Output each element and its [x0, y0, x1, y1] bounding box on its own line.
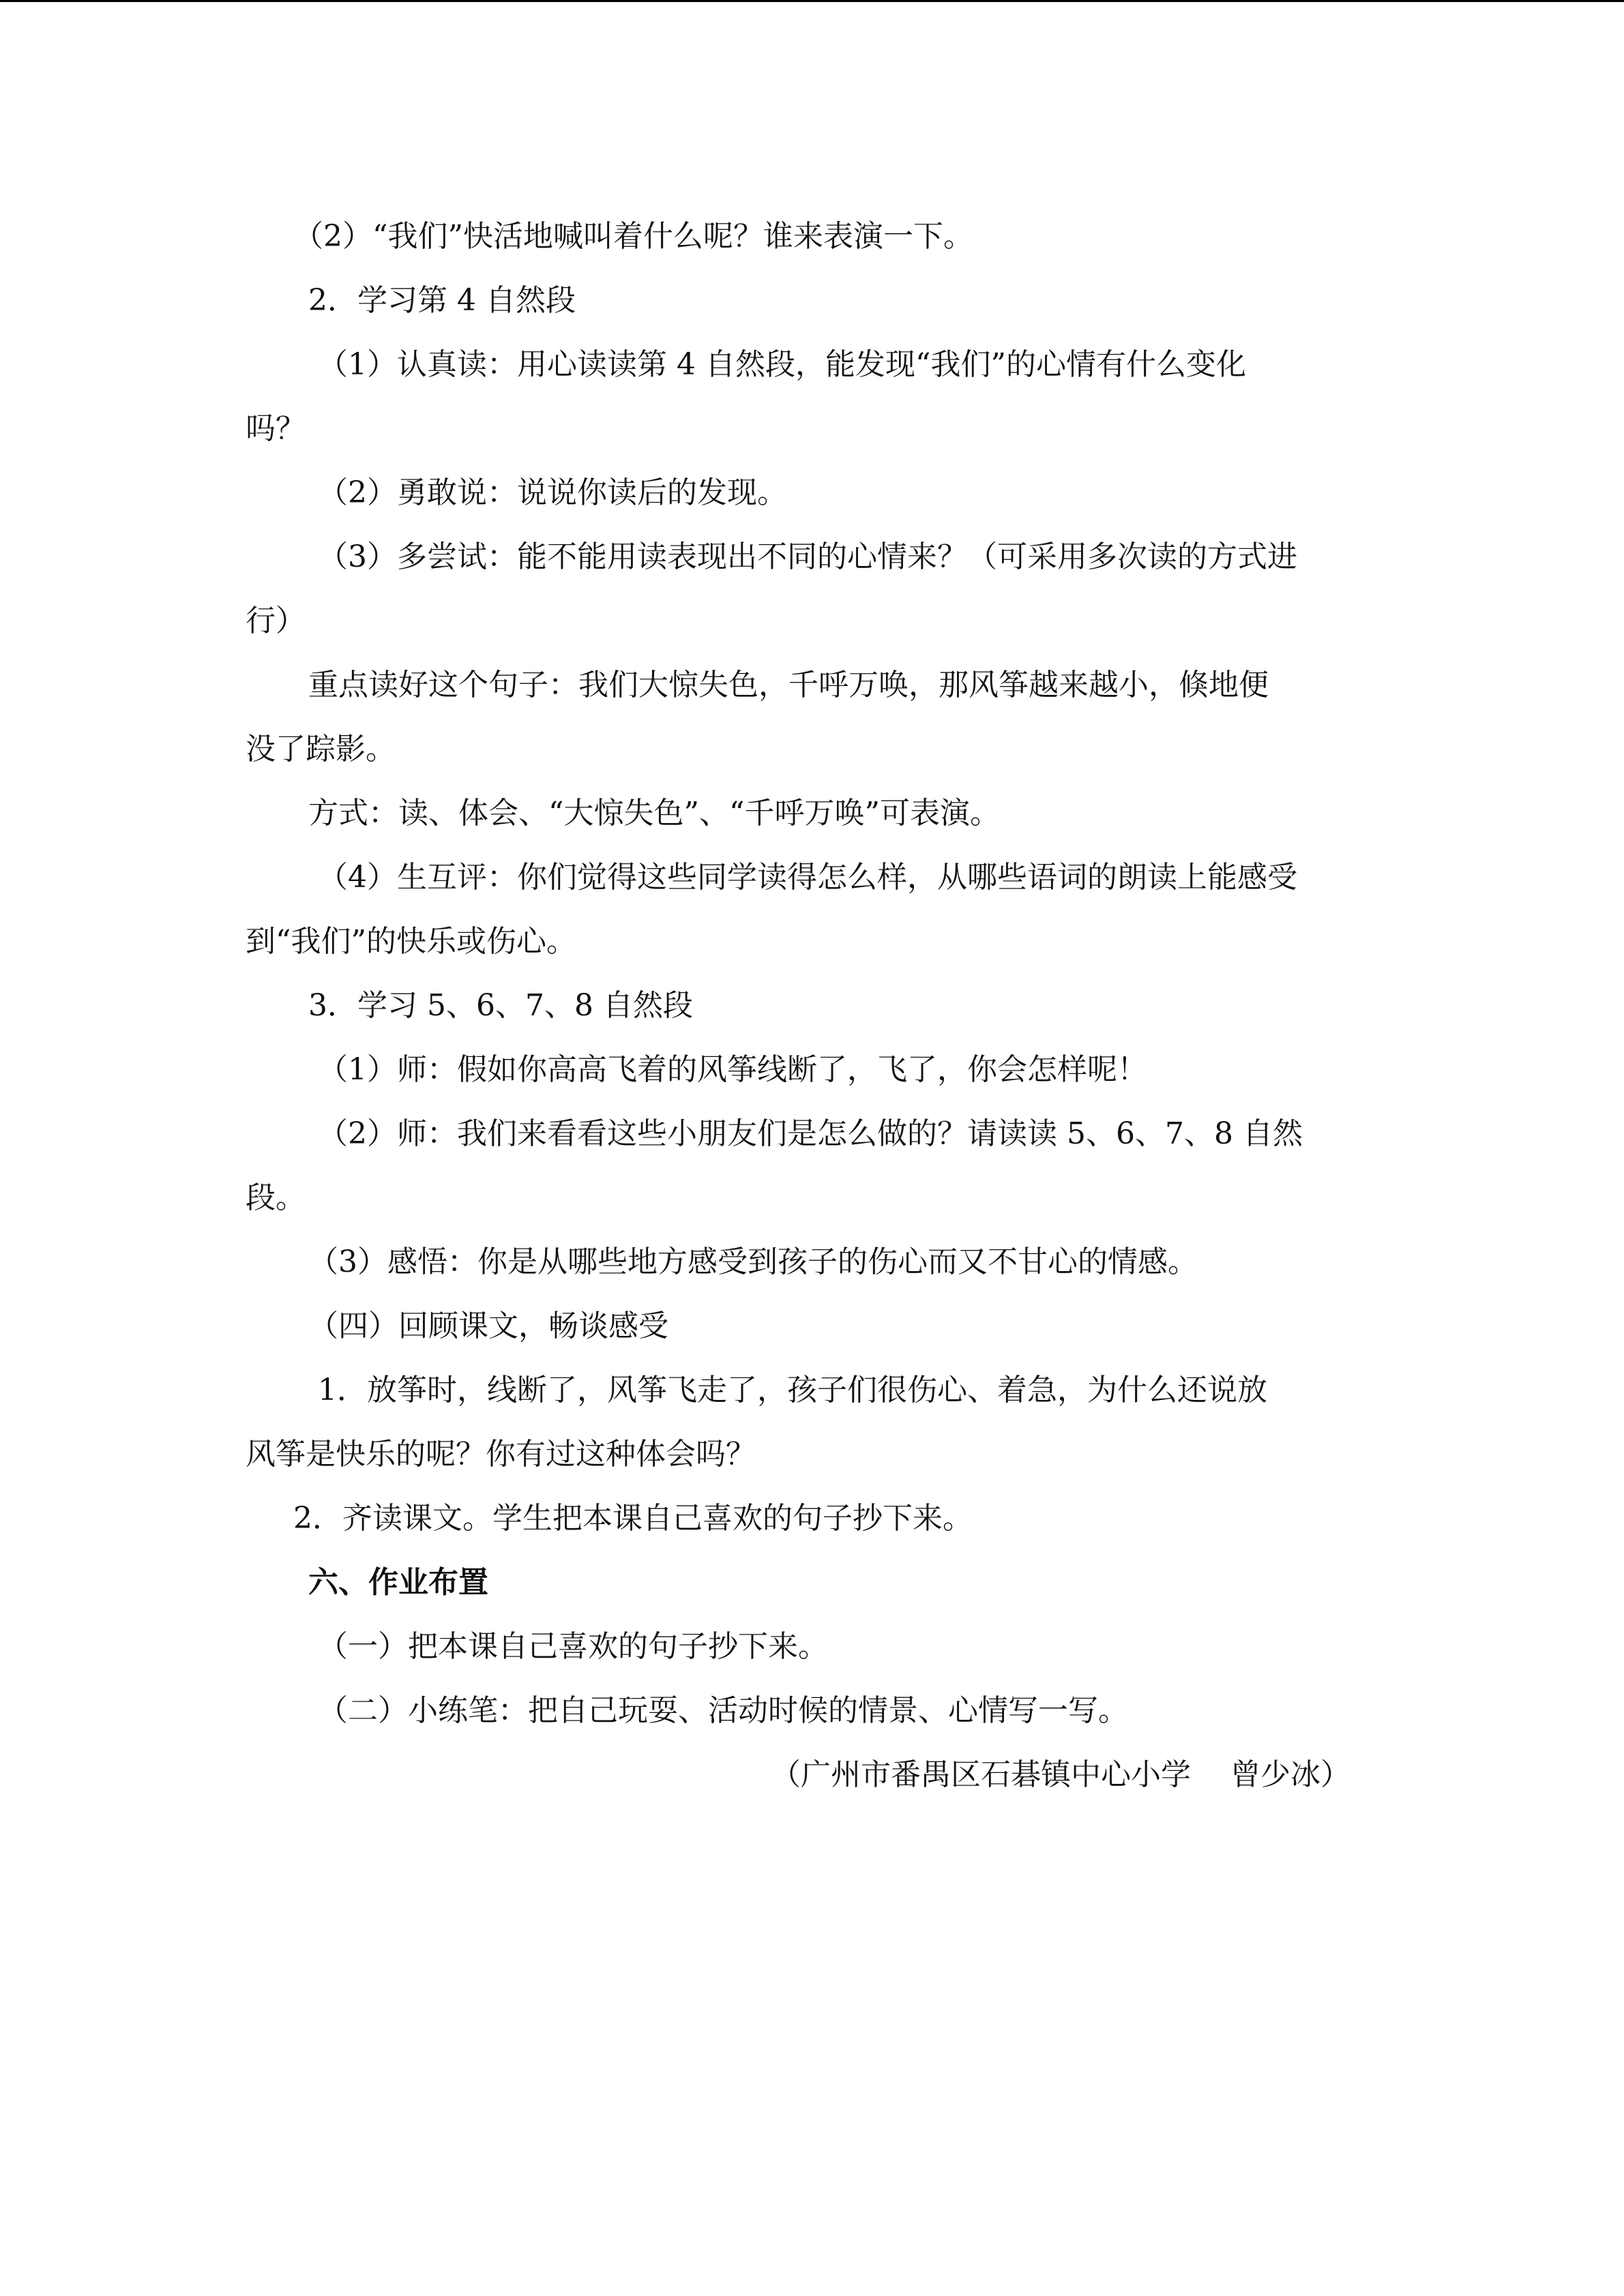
- text-line: （3）感悟：你是从哪些地方感受到孩子的伤心而又不甘心的情感。: [308, 1244, 1198, 1279]
- text-line: （2）“我们”快活地喊叫着什么呢？谁来表演一下。: [293, 219, 973, 254]
- text-line: 重点读好这个句子：我们大惊失色，千呼万唤，那风筝越来越小，倏地便: [308, 668, 1269, 702]
- text-line-continuation: 行）: [246, 603, 306, 638]
- text-line-continuation: 风筝是快乐的呢？你有过这种体会吗？: [246, 1437, 756, 1472]
- section-heading: 2．学习第 4 自然段: [308, 283, 576, 318]
- text-line: 2．齐读课文。学生把本课自己喜欢的句子抄下来。: [293, 1501, 973, 1536]
- text-line: （2）勇敢说：说说你读后的发现。: [318, 475, 787, 510]
- section-heading-bold: 六、作业布置: [308, 1565, 488, 1600]
- text-line: 1．放筝时，线断了，风筝飞走了，孩子们很伤心、着急，为什么还说放: [318, 1373, 1267, 1407]
- text-line: （3）多尝试：能不能用读表现出不同的心情来？（可采用多次读的方式进: [318, 539, 1297, 574]
- text-line: （4）生互评：你们觉得这些同学读得怎么样，从哪些语词的朗读上能感受: [318, 860, 1297, 895]
- text-line: （1）师：假如你高高飞着的风筝线断了，飞了，你会怎样呢！: [318, 1052, 1147, 1087]
- text-line: （1）认真读：用心读读第 4 自然段，能发现“我们”的心情有什么变化: [318, 347, 1246, 382]
- text-line: （2）师：我们来看看这些小朋友们是怎么做的？请读读 5、6、7、8 自然: [318, 1116, 1303, 1151]
- text-line-continuation: 没了踪影。: [246, 732, 396, 766]
- text-line-continuation: 段。: [246, 1180, 306, 1215]
- text-line-continuation: 到“我们”的快乐或伤心。: [246, 924, 576, 959]
- document-page: [246, 205, 1378, 1807]
- text-line: 方式：读、体会、“大惊失色”、“千呼万唤”可表演。: [308, 796, 1000, 831]
- author-signature: （广州市番禺区石碁镇中心小学 曾少冰）: [771, 1757, 1350, 1792]
- section-heading: 3．学习 5、6、7、8 自然段: [308, 988, 693, 1023]
- text-line: （一）把本课自己喜欢的句子抄下来。: [318, 1629, 828, 1664]
- text-line: （二）小练笔：把自己玩耍、活动时候的情景、心情写一写。: [318, 1693, 1128, 1728]
- section-heading: （四）回顾课文，畅谈感受: [308, 1309, 668, 1343]
- page-top-border: [0, 0, 1624, 2]
- text-line-continuation: 吗？: [246, 411, 306, 446]
